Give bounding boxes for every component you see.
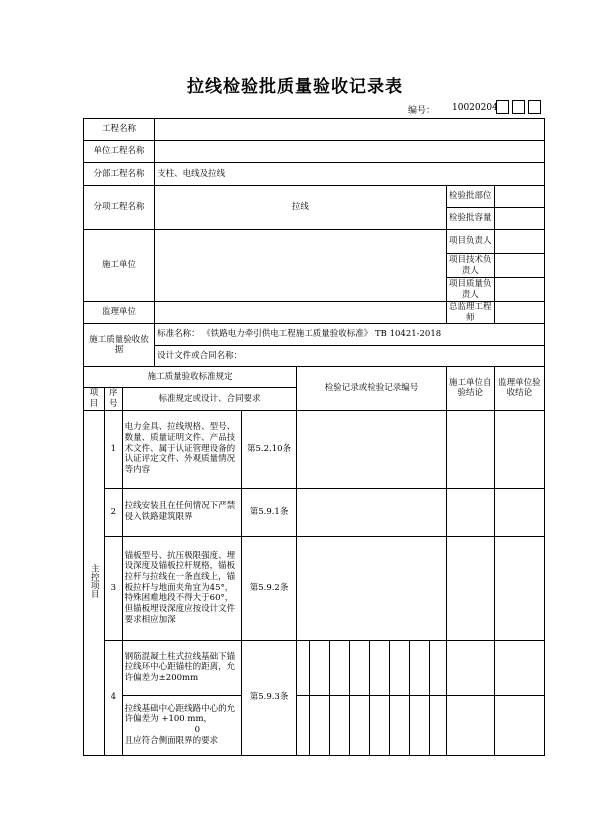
batch-capacity-field[interactable] bbox=[494, 208, 544, 230]
deviation-grid[interactable] bbox=[297, 640, 446, 695]
spec-header: 施工质量验收标准规定 bbox=[84, 367, 297, 388]
supervisor-conclusion-header: 监理单位验收结论 bbox=[494, 367, 544, 410]
supervisor-conclusion-field[interactable] bbox=[494, 488, 544, 536]
quality-manager-field[interactable] bbox=[494, 278, 544, 302]
code-value: 10020204 bbox=[452, 103, 498, 113]
main-control-label: 主控项目 bbox=[84, 410, 105, 755]
self-check-field[interactable] bbox=[446, 695, 494, 755]
code-label: 编号： bbox=[408, 106, 436, 116]
item-clause: 第5.2.10条 bbox=[241, 410, 296, 488]
item-clause: 第5.9.3条 bbox=[241, 640, 296, 755]
deviation-grid[interactable] bbox=[297, 695, 446, 755]
design-doc[interactable]: 设计文件或合同名称： bbox=[155, 346, 545, 367]
inspection-record-field[interactable] bbox=[297, 410, 446, 488]
item-seq: 2 bbox=[104, 488, 122, 536]
page-title: 拉线检验批质量验收记录表 bbox=[187, 77, 403, 97]
tech-manager-label: 项目技术负责人 bbox=[446, 254, 494, 278]
supervisor-conclusion-field[interactable] bbox=[494, 695, 544, 755]
batch-part-field[interactable] bbox=[494, 186, 544, 208]
item-requirement: 钢筋混凝土柱式拉线基础下锚拉线环中心距锚柱的距离，允许偏差为±200mm bbox=[122, 640, 241, 695]
item-clause: 第5.9.1条 bbox=[241, 488, 296, 536]
batch-capacity-label: 检验批容量 bbox=[446, 208, 494, 230]
unit-project-name-field[interactable] bbox=[155, 141, 545, 163]
division-name-label: 分部工程名称 bbox=[84, 163, 155, 186]
quality-manager-label: 项目质量负责人 bbox=[446, 278, 494, 302]
item-requirement: 拉线基础中心距线路中心的允许偏差为 +100 mm， 0 且应符合侧面限界的要求 bbox=[122, 695, 241, 755]
supervisor-conclusion-field[interactable] bbox=[494, 410, 544, 488]
self-check-field[interactable] bbox=[446, 488, 494, 536]
batch-part-label: 检验批部位 bbox=[446, 186, 494, 208]
requirement-header: 标准规定或设计、合同要求 bbox=[122, 388, 297, 410]
chief-engineer-label: 总监理工程师 bbox=[446, 302, 494, 324]
code-box-2[interactable] bbox=[512, 100, 525, 114]
code-box-3[interactable] bbox=[528, 100, 541, 114]
supervisor-conclusion-field[interactable] bbox=[494, 536, 544, 640]
item-header: 项目 bbox=[84, 388, 105, 410]
division-name-value: 支柱、电线及拉线 bbox=[155, 163, 545, 186]
self-check-field[interactable] bbox=[446, 640, 494, 695]
project-manager-field[interactable] bbox=[494, 230, 544, 254]
code-box-1[interactable] bbox=[496, 100, 509, 114]
inspection-form-table bbox=[83, 118, 545, 756]
item-requirement: 锚板型号、抗压极限强度、埋设深度及锚板拉杆规格，锚板拉杆与拉线在一条直线上，锚板拉杆与地面夹角宜为45°，特殊困难地段不得大于60°，但锚板埋设深度应按设计文件要求相应加深 bbox=[122, 536, 241, 640]
project-manager-label: 项目负责人 bbox=[446, 230, 494, 254]
supervisor-label: 监理单位 bbox=[84, 302, 155, 324]
item-seq: 1 bbox=[104, 410, 122, 488]
self-check-header: 施工单位自验结论 bbox=[446, 367, 494, 410]
seq-header: 序号 bbox=[104, 388, 122, 410]
unit-project-name-label: 单位工程名称 bbox=[84, 141, 155, 163]
inspection-record-field[interactable] bbox=[297, 536, 446, 640]
item-seq: 3 bbox=[104, 536, 122, 640]
item-requirement: 电力金具、拉线规格、型号、数量、质量证明文件、产品技术文件、属于认证管理设备的认证评定文件、外观质量情况等内容 bbox=[122, 410, 241, 488]
item-name-value: 拉线 bbox=[155, 186, 447, 230]
project-name-label: 工程名称 bbox=[84, 119, 155, 141]
item-name-label: 分项工程名称 bbox=[84, 186, 155, 230]
tech-manager-field[interactable] bbox=[494, 254, 544, 278]
contractor-field[interactable] bbox=[155, 230, 447, 302]
item-clause: 第5.9.2条 bbox=[241, 536, 296, 640]
contractor-label: 施工单位 bbox=[84, 230, 155, 302]
chief-engineer-field[interactable] bbox=[494, 302, 544, 324]
inspection-record-field[interactable] bbox=[297, 488, 446, 536]
inspection-record-header: 检验记录或检验记录编号 bbox=[297, 367, 446, 410]
project-name-field[interactable] bbox=[155, 119, 545, 141]
item-seq: 4 bbox=[104, 640, 122, 755]
basis-label: 施工质量验收依据 bbox=[84, 324, 155, 367]
supervisor-field[interactable] bbox=[155, 302, 447, 324]
standard-name: 标准名称： 《铁路电力牵引供电工程施工质量验收标准》 TB 10421-2018 bbox=[155, 324, 545, 346]
item-requirement: 拉线安装且在任何情况下严禁侵入铁路建筑限界 bbox=[122, 488, 241, 536]
self-check-field[interactable] bbox=[446, 410, 494, 488]
self-check-field[interactable] bbox=[446, 536, 494, 640]
supervisor-conclusion-field[interactable] bbox=[494, 640, 544, 695]
